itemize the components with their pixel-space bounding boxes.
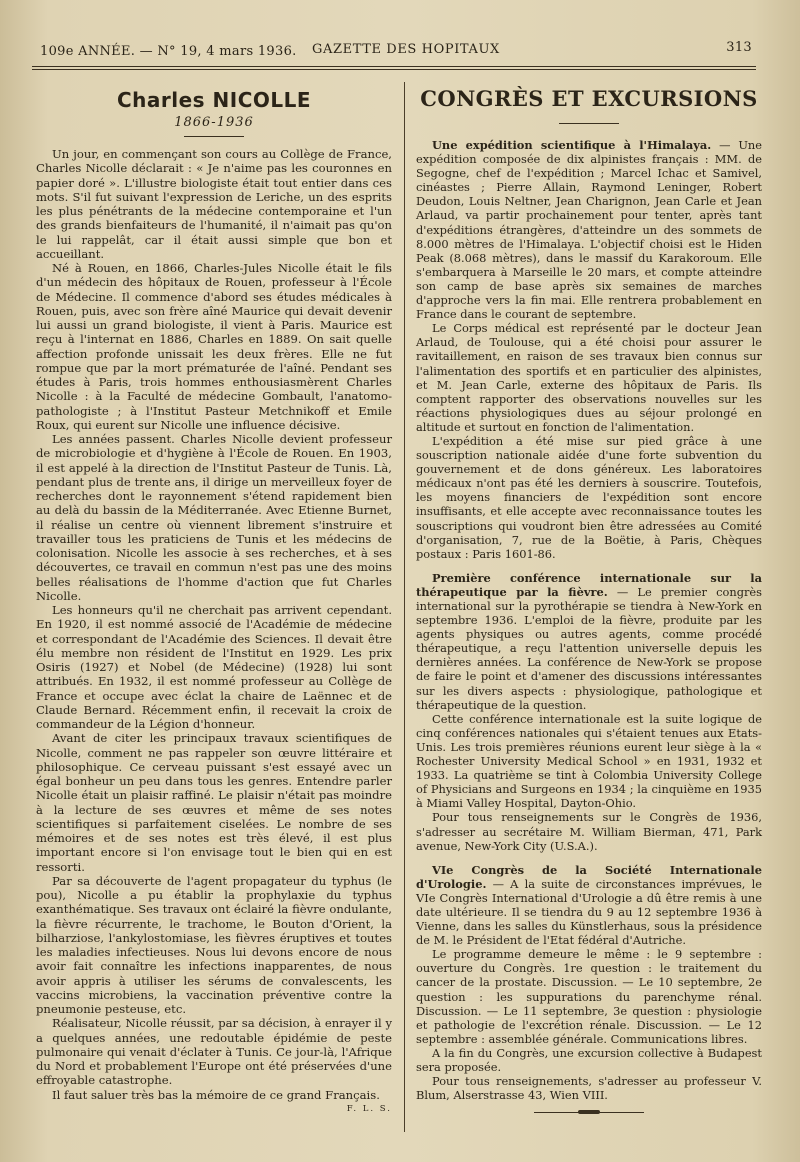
obituary-dates: 1866-1936 bbox=[174, 115, 254, 130]
obituary-paragraph: Avant de citer les principaux travaux scientifiques de Nicolle, comment ne pas rappeler son œuvre littéraire et philosophique. Ce cerveau puissant s'est essayé avec un égal bonheur un peu dans tous les genres. Entendre parler Nicolle était un plaisir raffiné. Le plaisir n'était pas moindre à la lecture de ses œuvres et même de ses notes scientifiques si parfaitement ciselées. Le nombre de ses mémoires et de ses notes est très élevé, il est plus important encore si l'on envisage tout le bien qui en est ressorti. bbox=[36, 731, 392, 874]
article-paragraph: Le programme demeure le même : le 9 septembre : ouverture du Congrès. 1re question : le traitement du cancer de la prostate. Discussion. — Le 10 septembre, 2e question : les suppurations du parenchyme rénal. Discussion. — Le 11 septembre, 3e question : physiologie et pathologie de l'excrétion rénale. Discussion. — Le 12 septembre : assemblée générale. Communications libres. bbox=[416, 947, 762, 1046]
article-lead: Une expédition scientifique à l'Himalaya. bbox=[432, 138, 712, 152]
header-rule-thin bbox=[32, 69, 756, 70]
page-header bbox=[40, 40, 752, 62]
article-pyrotherapy bbox=[416, 571, 762, 853]
end-ornament bbox=[534, 1112, 644, 1113]
article-text: — A la suite de circonstances imprévues, le VIe Congrès International d'Urologie a dû être remis à une date ultérieure. Il se tiendra du 9 au 12 septembre 1936 à Vienne, dans les salles du Künstlerhaus, sous la présidence de M. le Président de l'Etat fédéral d'Autriche. bbox=[416, 876, 762, 948]
obituary-paragraph: Né à Rouen, en 1866, Charles-Jules Nicolle était le fils d'un médecin des hôpitaux de Rouen, professeur à l'École de Médecine. Il commence d'abord ses études médicales à Rouen, puis, avec son frère aîné Maurice qui devait devenir lui aussi un grand biologiste, il vient à Paris. Maurice est reçu à l'internat en 1886, Charles en 1889. On sait quelle affection profonde unissait les deux frères. Elle ne fut rompue que par la mort prématurée de l'aîné. Pendant ses études à Paris, trois hommes enthousiasmèrent Charles Nicolle : à la Faculté de médecine Gombault, l'anatomo-pathologiste ; à l'Institut Pasteur Metchnikoff et Emile Roux, qui eurent sur Nicolle une influence décisive. bbox=[36, 261, 392, 432]
article-paragraph: Pour tous renseignements, s'adresser au professeur V. Blum, Alserstrasse 43, Wien VIII. bbox=[416, 1074, 762, 1103]
obituary-paragraph: Par sa découverte de l'agent propagateur du typhus (le pou), Nicolle a pu établir la prophylaxie du typhus exanthématique. Ses travaux ont éclairé la fièvre ondulante, la fièvre récurrente, le trachome, le Bouton d'Orient, la bilharziose, l'ankylostomiase, les fièvres éruptives et toutes les maladies infectieuses. Nous lui devons encore de nous avoir fait connaître les infections inapparentes, de nous avoir appris à utiliser les sérums de convalescents, les vaccins microbiens, la vaccination préventive contre la pneumonie pesteuse, etc. bbox=[36, 873, 392, 1016]
article-paragraph: Le Corps médical est représenté par le docteur Jean Arlaud, de Toulouse, qui a été choisi pour assurer le ravitaillement, en raison de ses travaux bien connus sur l'alimentation des sportifs et en particulier des alpinistes, et M. Jean Carle, externe des hôpitaux de Paris. Ils comptent rapporter des observations nouvelles sur les réactions physiologiques dues au séjour prolongé en altitude et surtout en fonction de l'alimentation. bbox=[416, 321, 762, 434]
article-text: — Une expédition composée de dix alpinistes français : MM. de Segogne, chef de l'expédition ; Marcel Ichac et Samivel, cinéastes ; Pierre Allain, Raymond Leninger, Robert Deudon, Louis Neltner, Jean Charignon, Jean Carle et Jean Arlaud, va partir prochainement pour tenter, après tant d'expéditions étrangères, d'atteindre un des sommets de 8.000 mètres de l'Himalaya. L'objectif choisi est le Hiden Peak (8.068 mètres), dans le massif du Karakoroum. Elle s'embarquera à Marseille le 20 mars, et compte atteindre son camp de base après six semaines de marches d'approche vers la fin mai. Elle rentrera probablement en France dans le courant de septembre. bbox=[416, 138, 762, 322]
article-text: — Le premier congrès international sur la pyrothérapie se tiendra à New-York en septembre 1936. L'emploi de la fièvre, produite par les agents physiques ou autres agents, comme procédé thérapeutique, a reçu l'attention universelle depuis les dernières années. La conférence de New-York se propose de faire le point et d'amener des discussions intéressantes sur les divers aspects : physiologique, pathologique et thérapeutique de la question. bbox=[416, 584, 763, 712]
obituary-paragraph: Un jour, en commençant son cours au Collège de France, Charles Nicolle déclarait : « Je n'aime pas les couronnes en papier doré ». L'illustre biologiste était tout entier dans ces mots. S'il fut suivant l'expression de Leriche, un des esprits les plus pénétrants de la médecine contemporaine et l'un des grands bienfaiteurs de l'humanité, il n'aimait pas qu'on le lui rappelât, car il était aussi simple que bon et accueillant. bbox=[36, 147, 392, 261]
article-paragraph bbox=[416, 571, 762, 712]
column-divider bbox=[404, 82, 405, 1132]
article-lead: Première conférence internationale sur la thérapeutique par la fièvre. bbox=[416, 570, 762, 599]
article-lead: VIe Congrès de la Société Internationale d'Urologie. bbox=[416, 862, 762, 891]
obituary-paragraph: Les années passent. Charles Nicolle devient professeur de microbiologie et d'hygiène à l'École de Rouen. En 1903, il est appelé à la direction de l'Institut Pasteur de Tunis. Là, pendant plus de trente ans, il dirige un merveilleux foyer de recherches dont le rayonnement s'étend rapidement bien au delà du bassin de la Méditerranée. Avec Etienne Burnet, il réalise un centre où viennent librement s'instruire et travailler tous les praticiens de Tunis et les médecins de colonisation. Nicolle les associe à ses recherches, et à ses découvertes, ce travail en commun n'est pas une des moins belles réalisations de l'homme d'action que fut Charles Nicolle. bbox=[36, 432, 392, 603]
article-urology bbox=[416, 863, 762, 1103]
signature: F. L. S. bbox=[346, 1103, 392, 1114]
issue-info: 109e ANNÉE. — N° 19, 4 mars 1936. bbox=[40, 44, 297, 59]
article-paragraph: L'expédition a été mise sur pied grâce à une souscription nationale aidée d'une forte subvention du gouvernement et de dons généreux. Les laboratoires médicaux n'ont pas été les derniers à souscrire. Toutefois, les moyens financiers de l'expédition sont encore insuffisants, et elle accepte avec reconnaissance toutes les souscriptions qui voudront bien être adressées au Comité d'organisation, 7, rue de la Boëtie, à Paris, Chèques postaux : Paris 1601-86. bbox=[416, 433, 762, 561]
page-number: 313 bbox=[726, 40, 752, 55]
title-rule bbox=[559, 123, 619, 124]
section-title: CONGRÈS ET EXCURSIONS bbox=[420, 86, 758, 111]
obituary-paragraph: Il faut saluer très bas la mémoire de ce grand Français. bbox=[52, 1087, 380, 1102]
obituary-paragraph: Réalisateur, Nicolle réussit, par sa décision, à enrayer il y a quelques années, une redoutable épidémie de peste pulmonaire qui venait d'éclater à Tunis. Ce jour-là, l'Afrique du Nord et probablement l'Europe ont été préservées d'une effroyable catastrophe. bbox=[36, 1016, 392, 1088]
article-paragraph bbox=[416, 138, 762, 321]
title-rule bbox=[184, 136, 244, 137]
header-rule bbox=[32, 66, 756, 67]
article-paragraph bbox=[416, 863, 762, 948]
obituary-column bbox=[36, 84, 392, 1114]
journal-name: GAZETTE DES HOPITAUX bbox=[312, 42, 500, 57]
congress-column bbox=[416, 84, 762, 1113]
obituary-title: Charles NICOLLE bbox=[116, 88, 312, 112]
article-paragraph: A la fin du Congrès, une excursion collective à Budapest sera proposée. bbox=[416, 1045, 762, 1074]
article-himalaya bbox=[416, 138, 762, 561]
article-paragraph: Cette conférence internationale est la suite logique de cinq conférences nationales qui s'étaient tenues aux Etats-Unis. Les trois premières réunions eurent leur siège à la « Rochester University Medical School » en 1931, 1932 et 1933. La quatrième se tint à Colombia University College of Physicians and Surgeons en 1934 ; la cinquième en 1935 à Miami Valley Hospital, Dayton-Ohio. bbox=[416, 711, 762, 811]
article-paragraph: Pour tous renseignements sur le Congrès de 1936, s'adresser au secrétaire M. William Bierman, 471, Park avenue, New-York City (U.S.A.). bbox=[416, 810, 762, 853]
obituary-paragraph: Les honneurs qu'il ne cherchait pas arrivent cependant. En 1920, il est nommé associé de l'Académie de médecine et correspondant de l'Académie des Sciences. Il devait être élu membre non résident de l'Institut en 1929. Les prix Osiris (1927) et Nobel (de Médecine) (1928) lui sont attribués. En 1932, il est nommé professeur au Collège de France et occupe avec éclat la chaire de Laënnec et de Claude Bernard. Récemment enfin, il recevait la croix de commandeur de la Légion d'honneur. bbox=[36, 603, 392, 731]
